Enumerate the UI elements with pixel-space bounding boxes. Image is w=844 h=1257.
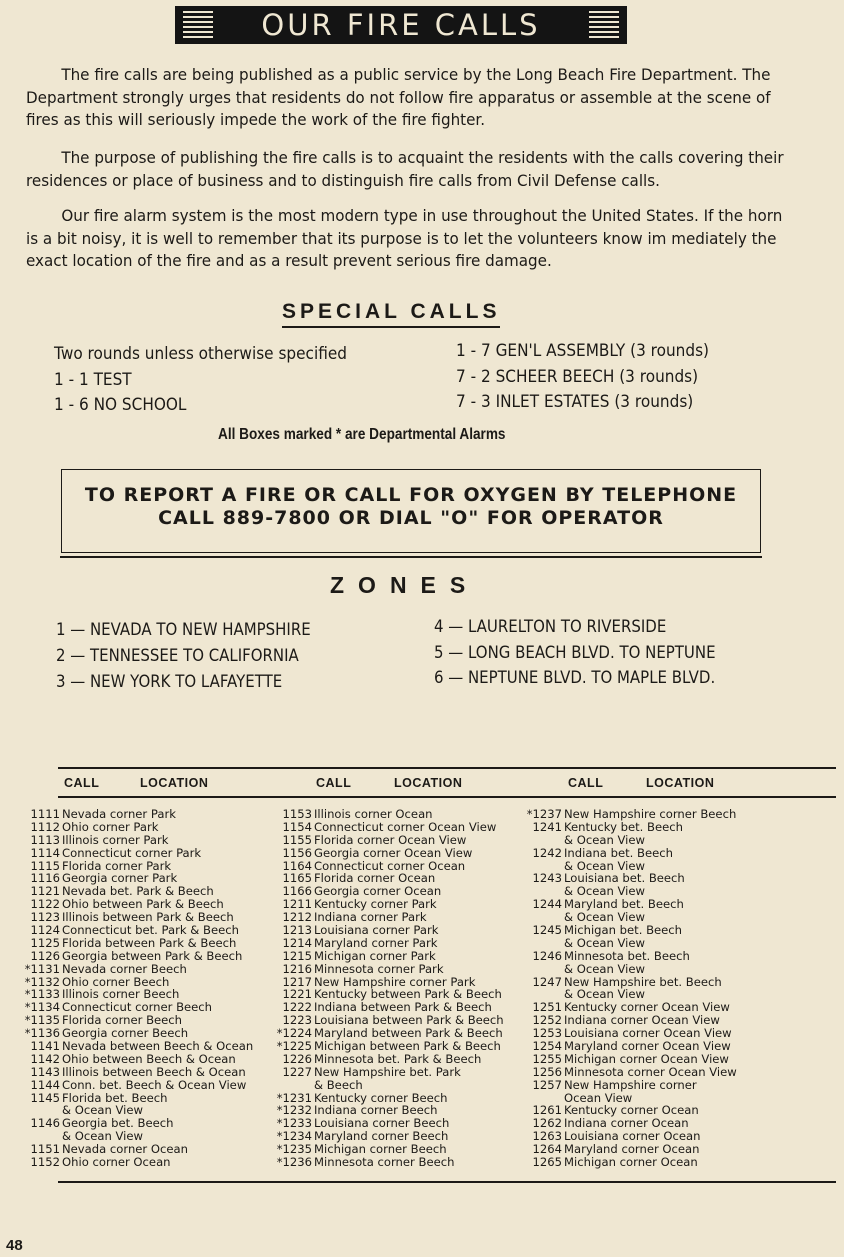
call-number: 1114 xyxy=(30,845,60,860)
call-number: 1113 xyxy=(30,832,60,847)
call-number: 1256 xyxy=(532,1064,562,1079)
call-number: *1231 xyxy=(276,1090,312,1105)
call-location: Maryland corner Ocean View xyxy=(564,1039,731,1054)
call-location: Kentucky corner Ocean xyxy=(564,1103,699,1118)
call-location: Minnesota corner Ocean View xyxy=(564,1064,737,1079)
call-number: 1257 xyxy=(532,1077,562,1092)
call-location: Maryland between Park & Beech xyxy=(314,1026,503,1041)
zone-item: 3 — NEW YORK TO LAFAYETTE xyxy=(56,672,283,692)
special-call-left: 1 - 1 TEST xyxy=(54,370,132,390)
call-location: New Hampshire bet. Park xyxy=(314,1064,461,1079)
call-location: Ohio corner Beech xyxy=(62,974,170,989)
special-call-left: 1 - 6 NO SCHOOL xyxy=(54,395,187,415)
call-location: Indiana bet. Beech xyxy=(564,845,673,860)
call-location: Kentucky between Park & Beech xyxy=(314,987,502,1002)
header-location: LOCATION xyxy=(646,776,715,790)
call-location: Indiana between Park & Beech xyxy=(314,1000,492,1015)
call-location: & Ocean View xyxy=(564,884,646,899)
call-location: Kentucky corner Ocean View xyxy=(564,1000,730,1015)
call-number: 1264 xyxy=(532,1142,562,1157)
call-number: *1131 xyxy=(24,961,60,976)
call-number: 1246 xyxy=(532,948,562,963)
call-location: New Hampshire bet. Beech xyxy=(564,974,722,989)
header-location: LOCATION xyxy=(140,776,209,790)
decorative-bars-left xyxy=(183,11,213,39)
call-location: Maryland corner Beech xyxy=(314,1129,449,1144)
title-banner xyxy=(175,6,627,44)
call-location: Florida corner Ocean View xyxy=(314,832,467,847)
call-number: 1164 xyxy=(282,858,312,873)
call-location: Kentucky bet. Beech xyxy=(564,819,683,834)
call-number: 1214 xyxy=(282,935,312,950)
call-location: & Ocean View xyxy=(564,987,646,1002)
header-call: CALL xyxy=(64,776,100,790)
call-location: Georgia corner Ocean xyxy=(314,884,442,899)
zones-heading: ZONES xyxy=(330,572,480,598)
call-location: Minnesota corner Beech xyxy=(314,1155,455,1170)
call-location: Louisiana corner Ocean View xyxy=(564,1026,732,1041)
call-location: Florida between Park & Beech xyxy=(62,935,237,950)
call-number: 1226 xyxy=(282,1051,312,1066)
call-location: Ohio between Park & Beech xyxy=(62,897,224,912)
call-number: 1123 xyxy=(30,910,60,925)
call-location: & Ocean View xyxy=(564,910,646,925)
call-location: Michigan corner Beech xyxy=(314,1142,447,1157)
call-location: Louisiana corner Park xyxy=(314,923,439,938)
report-fire-box xyxy=(61,469,761,553)
call-location: Indiana corner Park xyxy=(314,910,427,925)
zone-item: 1 — NEVADA TO NEW HAMPSHIRE xyxy=(56,620,311,640)
call-number: 1154 xyxy=(282,819,312,834)
call-location: Florida corner Ocean xyxy=(314,871,436,886)
call-location: Louisiana corner Ocean xyxy=(564,1129,701,1144)
call-number: 1122 xyxy=(30,897,60,912)
call-number: *1233 xyxy=(276,1116,312,1131)
call-number: 1116 xyxy=(30,871,60,886)
header-location: LOCATION xyxy=(394,776,463,790)
page-number: 48 xyxy=(6,1237,23,1254)
call-number: 1152 xyxy=(30,1155,60,1170)
call-location: Conn. bet. Beech & Ocean View xyxy=(62,1077,247,1092)
call-number: 1215 xyxy=(282,948,312,963)
call-number: *1133 xyxy=(24,987,60,1002)
call-number: 1212 xyxy=(282,910,312,925)
call-location: & Ocean View xyxy=(564,858,646,873)
call-number: 1263 xyxy=(532,1129,562,1144)
call-location: & Ocean View xyxy=(564,935,646,950)
call-number: 1243 xyxy=(532,871,562,886)
call-number: 1221 xyxy=(282,987,312,1002)
call-number: 1111 xyxy=(30,807,60,821)
call-location: Louisiana between Park & Beech xyxy=(314,1013,504,1028)
call-number: 1255 xyxy=(532,1051,562,1066)
zone-item: 6 — NEPTUNE BLVD. TO MAPLE BLVD. xyxy=(434,668,716,688)
special-call-right: 7 - 2 SCHEER BEECH (3 rounds) xyxy=(456,367,699,387)
call-location: Connecticut corner Ocean View xyxy=(314,819,497,834)
call-number: 1115 xyxy=(30,858,60,873)
call-location: Ocean View xyxy=(564,1090,633,1105)
call-number: *1224 xyxy=(276,1026,312,1041)
call-location: Minnesota corner Park xyxy=(314,961,444,976)
call-number: 1213 xyxy=(282,923,312,938)
call-number: *1132 xyxy=(24,974,60,989)
call-number: 1155 xyxy=(282,832,312,847)
table-bottom-rule xyxy=(58,1181,836,1183)
call-number: 1241 xyxy=(532,819,562,834)
call-number: 1126 xyxy=(30,948,60,963)
call-number: 1142 xyxy=(30,1051,60,1066)
table-header-rule xyxy=(58,796,836,798)
special-call-right: 1 - 7 GEN'L ASSEMBLY (3 rounds) xyxy=(456,341,710,361)
call-number: 1245 xyxy=(532,923,562,938)
call-location: Illinois between Beech & Ocean xyxy=(62,1064,246,1079)
call-location: Michigan corner Ocean View xyxy=(564,1051,729,1066)
call-location: Nevada bet. Park & Beech xyxy=(62,884,214,899)
call-location: Michigan between Park & Beech xyxy=(314,1039,501,1054)
call-number: 1253 xyxy=(532,1026,562,1041)
call-number: 1141 xyxy=(30,1039,60,1054)
call-number: 1125 xyxy=(30,935,60,950)
call-location: Michigan corner Ocean xyxy=(564,1155,698,1170)
call-location: Indiana corner Ocean View xyxy=(564,1013,720,1028)
intro-paragraph-3: Our fire alarm system is the most modern type in use throughout the United States. If the horn is a bit noisy, it is well to remember that its purpose is to let the volunteers know im mediately the exact location of the fire and as a result prevent serious fire damage. xyxy=(26,206,783,270)
call-location: Minnesota bet. Park & Beech xyxy=(314,1051,482,1066)
call-location: Illinois corner Park xyxy=(62,832,169,847)
call-location: Nevada corner Ocean xyxy=(62,1142,188,1157)
call-location: Illinois corner Ocean xyxy=(314,807,433,821)
call-location: Maryland bet. Beech xyxy=(564,897,684,912)
call-number: *1136 xyxy=(24,1026,60,1041)
call-number: 1247 xyxy=(532,974,562,989)
call-number: 1165 xyxy=(282,871,312,886)
call-location: Michigan bet. Beech xyxy=(564,923,683,938)
call-location: Georgia corner Ocean View xyxy=(314,845,473,860)
call-number: 1222 xyxy=(282,1000,312,1015)
call-number: 1227 xyxy=(282,1064,312,1079)
call-number: 1262 xyxy=(532,1116,562,1131)
call-number: 1261 xyxy=(532,1103,562,1118)
table-top-rule xyxy=(58,767,836,769)
call-location: Maryland corner Park xyxy=(314,935,438,950)
call-location: Georgia corner Beech xyxy=(62,1026,189,1041)
call-location: Kentucky corner Beech xyxy=(314,1090,448,1105)
call-number: 1242 xyxy=(532,845,562,860)
call-number: 1112 xyxy=(30,819,60,834)
call-location: Maryland corner Ocean xyxy=(564,1142,700,1157)
call-location: Louisiana corner Beech xyxy=(314,1116,450,1131)
special-calls-heading: SPECIAL CALLS xyxy=(282,300,500,328)
call-location: Georgia between Park & Beech xyxy=(62,948,243,963)
call-number: 1217 xyxy=(282,974,312,989)
call-number: 1151 xyxy=(30,1142,60,1157)
call-location: New Hampshire corner xyxy=(564,1077,697,1092)
call-location: Kentucky corner Park xyxy=(314,897,437,912)
call-location: Florida bet. Beech xyxy=(62,1090,168,1105)
call-location: New Hampshire corner Beech xyxy=(564,807,737,821)
call-number: *1234 xyxy=(276,1129,312,1144)
decorative-bars-right xyxy=(589,11,619,39)
call-number: *1134 xyxy=(24,1000,60,1015)
call-number: 1121 xyxy=(30,884,60,899)
call-number: *1225 xyxy=(276,1039,312,1054)
call-number: 1265 xyxy=(532,1155,562,1170)
call-location: Nevada corner Park xyxy=(62,807,176,821)
call-number: *1236 xyxy=(276,1155,312,1170)
intro-paragraph-1: The fire calls are being published as a public service by the Long Beach Fire Department. The Department strongly urges that residents do not follow fire apparatus or assemble at the scene of fires as this will seriously impede the work of the fire fighter. xyxy=(26,65,771,129)
call-location: Illinois corner Beech xyxy=(62,987,180,1002)
call-number: 1211 xyxy=(282,897,312,912)
call-location: Connecticut bet. Park & Beech xyxy=(62,923,239,938)
call-number: 1244 xyxy=(532,897,562,912)
call-location: & Ocean View xyxy=(62,1103,144,1118)
header-call: CALL xyxy=(568,776,604,790)
special-call-left: Two rounds unless otherwise specified xyxy=(54,344,347,364)
call-location: & Ocean View xyxy=(564,832,646,847)
call-number: 1144 xyxy=(30,1077,60,1092)
call-number: 1153 xyxy=(282,807,312,821)
call-location: Florida corner Park xyxy=(62,858,172,873)
call-location: Ohio corner Ocean xyxy=(62,1155,171,1170)
header-call: CALL xyxy=(316,776,352,790)
call-location: Indiana corner Beech xyxy=(314,1103,438,1118)
call-location: Florida corner Beech xyxy=(62,1013,183,1028)
call-location: & Ocean View xyxy=(564,961,646,976)
call-location: Connecticut corner Park xyxy=(62,845,202,860)
call-number: 1145 xyxy=(30,1090,60,1105)
intro-paragraph-2: The purpose of publishing the fire calls is to acquaint the residents with the calls covering their residences or place of business and to distinguish fire calls from Civil Defense calls. xyxy=(26,148,784,190)
zone-item: 2 — TENNESSEE TO CALIFORNIA xyxy=(56,646,299,666)
call-number: 1254 xyxy=(532,1039,562,1054)
call-number: 1251 xyxy=(532,1000,562,1015)
departmental-alarms-note: All Boxes marked * are Departmental Alarms xyxy=(218,426,506,443)
call-location: Indiana corner Ocean xyxy=(564,1116,689,1131)
call-location: & Beech xyxy=(314,1077,363,1092)
call-location: Georgia corner Park xyxy=(62,871,178,886)
call-number: 1223 xyxy=(282,1013,312,1028)
report-line-1: TO REPORT A FIRE OR CALL FOR OXYGEN BY TELEPHONE xyxy=(84,484,738,506)
report-line-2: CALL 889-7800 OR DIAL "O" FOR OPERATOR xyxy=(158,507,664,529)
call-number: *1232 xyxy=(276,1103,312,1118)
call-number: 1124 xyxy=(30,923,60,938)
call-location: Nevada corner Beech xyxy=(62,961,187,976)
call-location: Georgia bet. Beech xyxy=(62,1116,174,1131)
call-location: Ohio corner Park xyxy=(62,819,159,834)
call-location: Louisiana bet. Beech xyxy=(564,871,685,886)
special-call-right: 7 - 3 INLET ESTATES (3 rounds) xyxy=(456,392,694,412)
call-location: Connecticut corner Beech xyxy=(62,1000,213,1015)
call-location: Nevada between Beech & Ocean xyxy=(62,1039,254,1054)
call-location: Connecticut corner Ocean xyxy=(314,858,466,873)
call-number: 1216 xyxy=(282,961,312,976)
call-number: 1166 xyxy=(282,884,312,899)
call-location: Ohio between Beech & Ocean xyxy=(62,1051,236,1066)
call-location: & Ocean View xyxy=(62,1129,144,1144)
call-number: 1156 xyxy=(282,845,312,860)
call-location: Illinois between Park & Beech xyxy=(62,910,234,925)
page-title: OUR FIRE CALLS xyxy=(261,8,541,42)
call-number: *1135 xyxy=(24,1013,60,1028)
call-location: New Hampshire corner Park xyxy=(314,974,476,989)
zone-item: 4 — LAURELTON TO RIVERSIDE xyxy=(434,617,667,637)
call-number: *1235 xyxy=(276,1142,312,1157)
call-number: 1146 xyxy=(30,1116,60,1131)
call-location: Minnesota bet. Beech xyxy=(564,948,690,963)
call-number: 1143 xyxy=(30,1064,60,1079)
call-number: 1252 xyxy=(532,1013,562,1028)
call-location: Michigan corner Park xyxy=(314,948,436,963)
call-number: *1237 xyxy=(526,807,562,821)
zone-item: 5 — LONG BEACH BLVD. TO NEPTUNE xyxy=(434,643,716,663)
